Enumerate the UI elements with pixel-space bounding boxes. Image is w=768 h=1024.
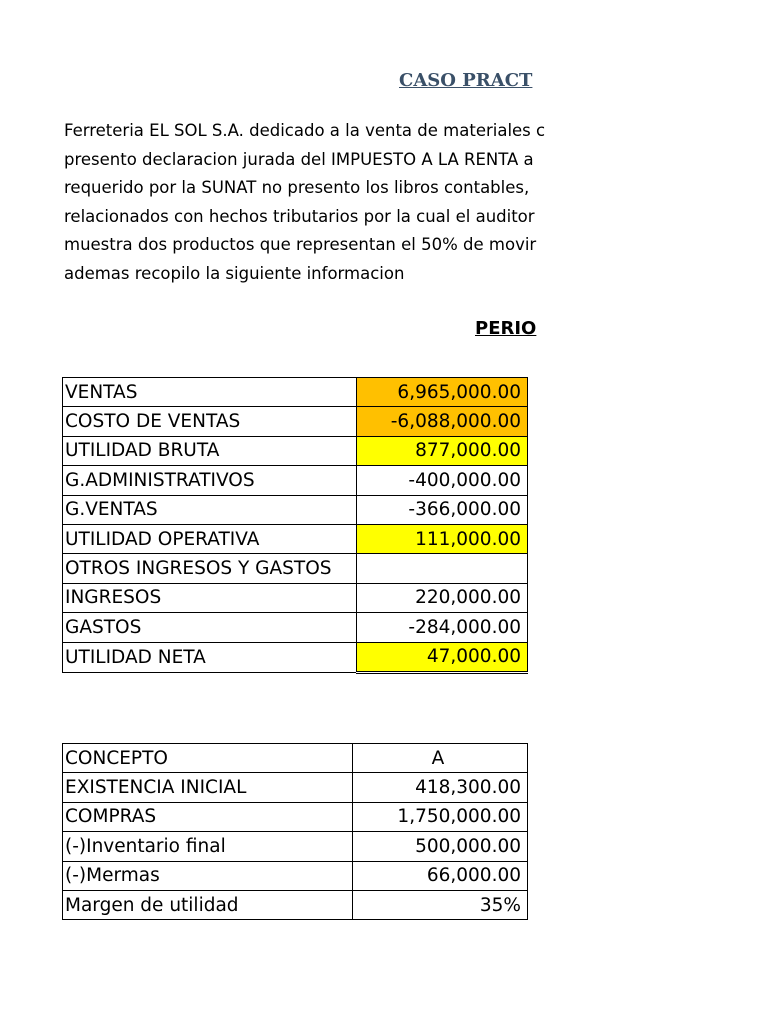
table-row (63, 832, 528, 861)
paragraph-line: muestra dos productos que representan el 50% de movir (64, 235, 537, 255)
income-statement-table (62, 377, 528, 674)
table-row (63, 861, 528, 890)
row-value: 35% (352, 890, 527, 919)
header-label: CONCEPTO (63, 744, 353, 773)
table-row (63, 642, 528, 672)
row-label: UTILIDAD OPERATIVA (63, 524, 357, 553)
row-label: COMPRAS (63, 802, 353, 831)
periodo-heading: PERIO (475, 318, 537, 339)
row-label: EXISTENCIA INICIAL (63, 773, 353, 802)
row-label: (-)Inventario final (63, 832, 353, 861)
row-label: VENTAS (63, 378, 357, 407)
table-row (63, 378, 528, 407)
row-value (357, 554, 528, 583)
row-label: INGRESOS (63, 583, 357, 612)
document-title: CASO PRACT (399, 70, 533, 91)
table-row (63, 436, 528, 465)
intro-paragraph (64, 117, 764, 289)
table-row (63, 524, 528, 553)
row-value: 6,965,000.00 (357, 378, 528, 407)
table-row (63, 890, 528, 919)
row-value: 220,000.00 (357, 583, 528, 612)
table-row (63, 554, 528, 583)
paragraph-line: Ferreteria EL SOL S.A. dedicado a la venta de materiales c (64, 121, 546, 140)
row-value: -400,000.00 (357, 466, 528, 495)
paragraph-line: relacionados con hechos tributarios por la cual el auditor (64, 206, 535, 226)
table-row (63, 466, 528, 495)
row-value: 877,000.00 (357, 436, 528, 465)
row-value: 1,750,000.00 (352, 802, 527, 831)
paragraph-line: requerido por la SUNAT no presento los libros contables, (64, 178, 530, 198)
row-label: COSTO DE VENTAS (63, 407, 357, 436)
table-row (63, 495, 528, 524)
row-label: OTROS INGRESOS Y GASTOS (63, 554, 357, 583)
table-row (63, 802, 528, 831)
row-value: -6,088,000.00 (357, 407, 528, 436)
row-label: UTILIDAD BRUTA (63, 436, 357, 465)
row-label: G.VENTAS (63, 495, 357, 524)
table-row (63, 773, 528, 802)
row-value: 66,000.00 (352, 861, 527, 890)
row-value: 500,000.00 (352, 832, 527, 861)
inventory-table (62, 743, 528, 920)
row-value: 418,300.00 (352, 773, 527, 802)
row-value: -366,000.00 (357, 495, 528, 524)
paragraph-line: ademas recopilo la siguiente informacion (64, 263, 405, 283)
row-label: UTILIDAD NETA (63, 642, 357, 672)
row-label: G.ADMINISTRATIVOS (63, 466, 357, 495)
paragraph-line: presento declaracion jurada del IMPUESTO A LA RENTA a (64, 149, 534, 169)
header-value: A (352, 744, 527, 773)
row-label: (-)Mermas (63, 861, 353, 890)
row-value: 47,000.00 (357, 642, 528, 672)
table-row (63, 407, 528, 436)
row-value: 111,000.00 (357, 524, 528, 553)
table-header-row (63, 744, 528, 773)
row-label: GASTOS (63, 613, 357, 642)
table-row (63, 613, 528, 642)
table-row (63, 583, 528, 612)
row-value: -284,000.00 (357, 613, 528, 642)
row-label: Margen de utilidad (63, 890, 353, 919)
